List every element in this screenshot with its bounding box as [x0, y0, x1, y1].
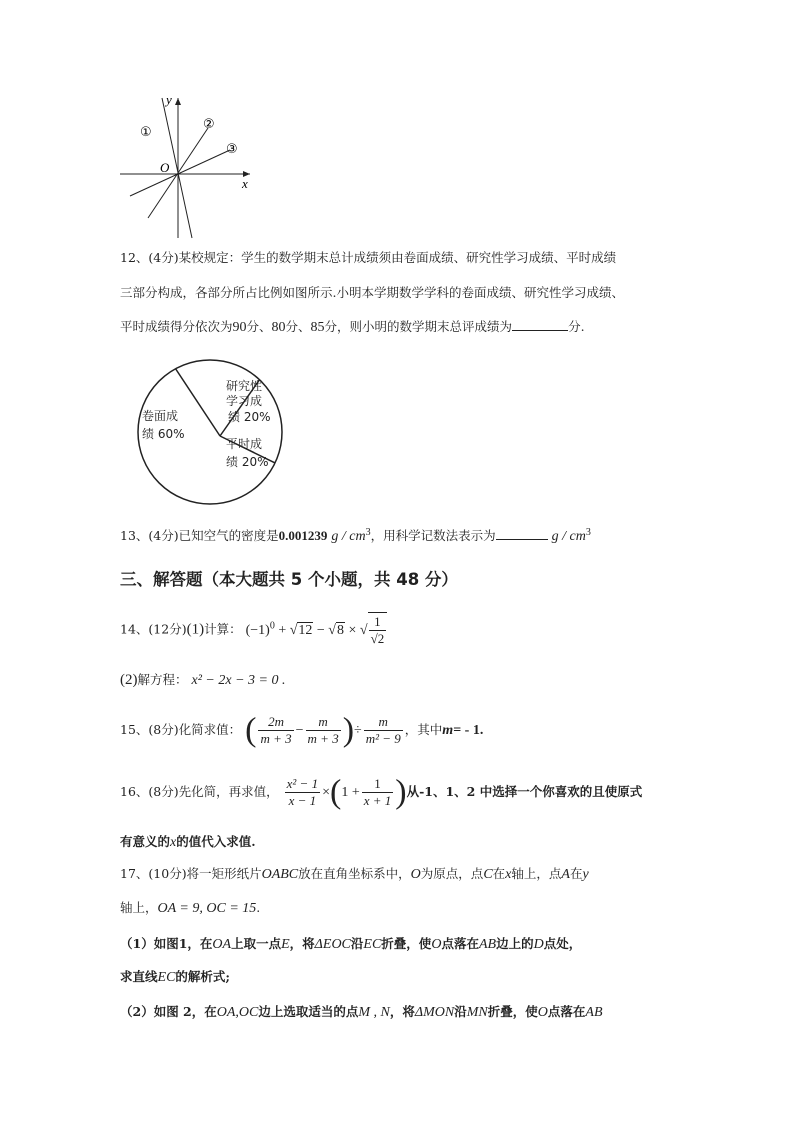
q17-text-2b: .	[256, 900, 261, 915]
q16-text-2: 从-1、1、2 中选择一个你喜欢的且使原式	[406, 784, 643, 799]
slice-2-label-line-3: 绩 20%	[228, 410, 271, 424]
q13-text-2: ，用科学记数法表示为	[370, 528, 496, 543]
q17-text-1c: 为原点，点	[420, 866, 484, 881]
line-2-label: ②	[203, 117, 215, 132]
q12-text-3a: 平时成绩得分依次为	[120, 319, 233, 334]
q17-ab: AB	[478, 937, 497, 952]
q16-frac-1: $\frac{\text{x² − 1}}{x - 1}$	[286, 776, 319, 808]
q15-cond-val: = - 1.	[453, 723, 484, 738]
slice-3-label-line-1: 平时成	[226, 437, 263, 451]
q13-unit-exp: 3	[365, 526, 371, 538]
q12-line-3	[120, 317, 585, 336]
q17-part-2f: 点落在	[547, 1004, 586, 1019]
section-3-title: 三、解答题（本大题共 5 个小题，共 48 分）	[120, 570, 458, 589]
coordinate-graph	[110, 90, 270, 240]
q12-answer-blank[interactable]	[512, 318, 568, 331]
q17-part-1-line-2	[120, 967, 230, 986]
q17-part-1h: 点处，	[543, 936, 582, 951]
q15-number: 15、(8分)	[120, 722, 179, 737]
q13-value: 0.001239	[278, 528, 328, 543]
slice-2-label-line-2: 学习成	[226, 394, 263, 408]
q14-expression: $(-1)^0 + √12 - √8$ × √ $\frac{1}{√2}$	[246, 623, 388, 638]
q13-unit-2: g / cm	[551, 529, 586, 544]
q17-o-2: O	[431, 937, 442, 952]
q17-oa-oc: OA,OC	[216, 1005, 259, 1020]
q16-var: x	[170, 835, 177, 850]
x-label: x	[242, 176, 248, 191]
q12-text-2: 三部分构成，各部分所占比例如图所示.小明本学期数学学科的卷面成绩、研究性学习成绩、	[120, 285, 624, 300]
q13-line	[120, 526, 591, 545]
q13-text-1: 已知空气的密度是	[178, 528, 279, 543]
q14-part-1-label: (1)	[186, 621, 205, 638]
q17-number: 17、(10分)	[120, 866, 187, 881]
q17-part-1d: 沿	[350, 936, 364, 951]
q17-a: A	[561, 867, 570, 882]
q17-part-1b: 上取一点	[231, 936, 282, 951]
slice-3-label-line-2: 绩 20%	[226, 455, 269, 469]
q17-text-1e: 轴上，点	[511, 866, 562, 881]
q17-text-1d: 在	[492, 866, 506, 881]
q13-unit-exp-2: 3	[585, 526, 591, 538]
q17-part-2a: （2）如图 2，在	[120, 1004, 217, 1019]
q12-text-3b: 分，则小明的数学期末总评成绩为	[324, 319, 513, 334]
q17-part-1a: （1）如图1，在	[120, 936, 213, 951]
q17-line-1	[120, 864, 589, 883]
q17-line-2	[120, 898, 260, 917]
q17-c: C	[483, 867, 493, 882]
q17-part-2-line-1	[120, 1002, 603, 1021]
q17-part-1e: 折叠，使	[381, 936, 432, 951]
q16-frac-2: $\frac{1}{x + 1}$	[363, 776, 392, 808]
q13-unit: g / cm	[331, 529, 366, 544]
q12-score-2: 80	[271, 320, 286, 335]
q16-line-2	[120, 832, 256, 851]
q12-text-1: 某校规定：学生的数学期末总计成绩须由卷面成绩、研究性学习成绩、平时成绩	[178, 250, 617, 265]
q17-o-3: O	[537, 1005, 548, 1020]
q14-part-1-text: 计算：	[204, 621, 242, 637]
q14-line-2	[120, 670, 285, 689]
q17-text-1a: 将一矩形纸片	[186, 866, 262, 881]
q17-x: x	[505, 867, 512, 882]
q17-cond: OA = 9, OC = 15	[157, 901, 257, 916]
q12-score-1: 90	[232, 320, 247, 335]
q15-text: 化简求值：	[178, 722, 242, 737]
q17-mn-seg: MN	[466, 1005, 488, 1020]
q17-part-1c: ，将	[289, 936, 315, 951]
q17-ab-2: AB	[585, 1005, 603, 1020]
q17-part-2e: 折叠，使	[487, 1004, 538, 1019]
q14-number: 14、(12分)	[120, 621, 187, 637]
q12-score-3: 85	[310, 320, 325, 335]
origin-label: O	[160, 160, 170, 175]
q17-ec-2: EC	[157, 970, 176, 985]
q15-frac-2: $\frac{m}{m + 3}$	[307, 714, 339, 746]
line-1-label: ①	[140, 125, 152, 140]
q13-answer-blank[interactable]	[496, 527, 548, 540]
q12-sep-2: 分、	[285, 319, 311, 334]
line-3	[130, 150, 230, 196]
q17-part-2d: 沿	[454, 1004, 467, 1019]
q14-equation: x² − 2x − 3 = 0 .	[191, 673, 286, 688]
q17-ec: EC	[363, 937, 382, 952]
q17-eoc: ΔEOC	[314, 937, 351, 952]
q16-line-1: 16、(8分)先化简，再求值， $\frac{\text{x² − 1}}{x - 1}$ ×(1 + $\frac{1}{x + 1}$ )从-1、1、2 中选择一个你喜欢的且使原式	[120, 773, 643, 811]
q17-part-1j: 的解析式;	[175, 969, 231, 984]
q17-part-1g: 边上的	[496, 936, 534, 951]
q15-frac-3: $\frac{m}{\text{m² − 9}}$	[365, 714, 401, 746]
q17-part-1-line-1	[120, 934, 581, 953]
q15-frac-1: $\frac{2m}{m + 3}$	[260, 714, 292, 746]
q17-mn: M , N	[358, 1005, 390, 1020]
y-label: y	[166, 92, 172, 107]
q17-mon: ΔMON	[414, 1005, 455, 1020]
q16-text-1: 先化简，再求值，	[178, 784, 279, 799]
q12-line-1	[120, 248, 616, 266]
q17-text-2a: 轴上，	[120, 900, 158, 915]
slice-1-label-line-1: 卷面成	[142, 409, 179, 423]
slice-2-label-line-1: 研究性	[226, 379, 263, 393]
q17-oa: OA	[212, 937, 232, 952]
pie-chart	[130, 356, 295, 506]
slice-1-label-line-2: 绩 60%	[142, 427, 185, 441]
q12-number: 12、(4分)	[120, 250, 179, 265]
q17-y: y	[582, 867, 589, 882]
q17-e: E	[281, 937, 290, 952]
q17-part-1i: 求直线	[120, 969, 158, 984]
q16-text-3b: 的值代入求值.	[176, 834, 256, 849]
q16-text-3a: 有意义的	[120, 834, 171, 849]
q17-oabc: OABC	[261, 867, 299, 882]
q15-line: 15、(8分)化简求值： ( $\frac{2m}{m + 3}$ − $\frac{m}{m + 3}$ )÷ $\frac{m}{\text{m² − 9}}$ ，其中m= - 1.	[120, 711, 484, 749]
q15-cond-var: m	[442, 723, 454, 738]
q12-line-2	[120, 283, 624, 301]
q17-part-2b: 边上选取适当的点	[258, 1004, 359, 1019]
q12-sep-1: 分、	[246, 319, 272, 334]
q14-line-1	[120, 608, 387, 649]
q14-part-2-text: 解方程：	[137, 672, 188, 687]
q12-text-3c: 分.	[568, 319, 585, 334]
q14-part-2-label: (2)	[120, 672, 138, 688]
q17-text-1b: 放在直角坐标系中，	[298, 866, 411, 881]
q17-part-1f: 点落在	[441, 936, 479, 951]
q17-d: D	[533, 937, 544, 952]
y-axis-arrow	[175, 98, 181, 105]
q17-o: O	[410, 867, 421, 882]
line-3-label: ③	[226, 142, 238, 157]
q13-number: 13、(4分)	[120, 528, 179, 543]
q15-condition: ，其中	[404, 722, 443, 737]
q17-part-2c: ，将	[389, 1004, 415, 1019]
q16-number: 16、(8分)	[120, 784, 179, 799]
pie-divider-1	[176, 369, 220, 436]
q17-text-1f: 在	[569, 866, 583, 881]
